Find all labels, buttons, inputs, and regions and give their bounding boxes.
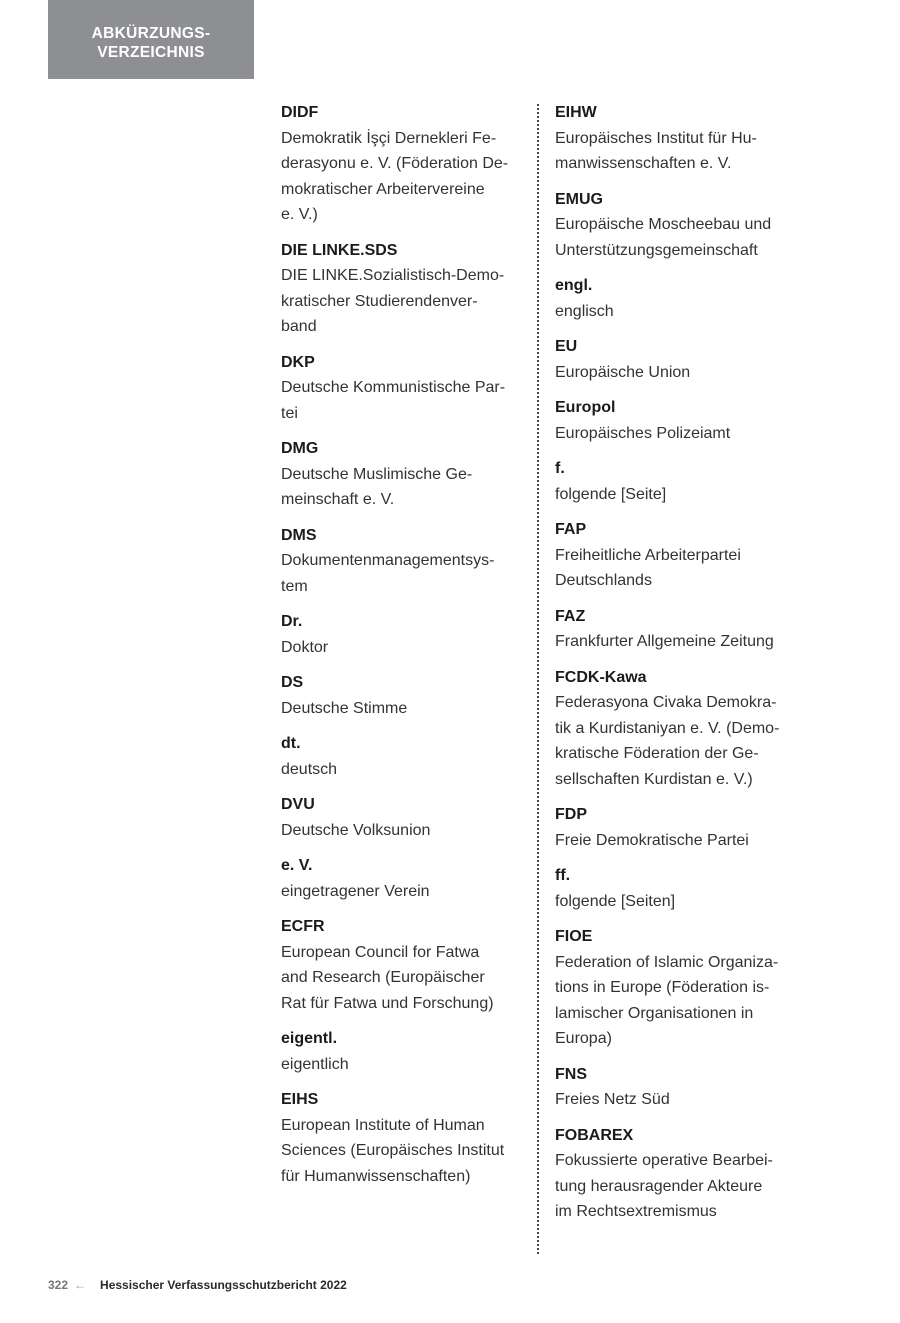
definition: European Institute of Human Sciences (Europäisches Institut für Humanwissenschaften) [281, 1116, 505, 1185]
glossary-entry [555, 924, 805, 1052]
section-tab [48, 0, 254, 79]
definition: DIE LINKE.Sozialistisch-Demo- kratischer Studierendenver- band [281, 267, 505, 335]
glossary-entry [555, 187, 805, 264]
publication-title: Hessischer Verfassungsschutzbericht 2022 [100, 1278, 347, 1292]
abbreviation: DIE LINKE.SDS [281, 241, 398, 259]
glossary-entry [281, 731, 526, 782]
page-footer [48, 1278, 347, 1292]
glossary-entry [555, 802, 805, 853]
right-column [555, 100, 805, 1235]
definition: Freies Netz Süd [555, 1091, 670, 1108]
abbreviation: engl. [555, 277, 593, 294]
abbreviation: FDP [555, 806, 587, 823]
glossary-entry [281, 350, 526, 427]
back-arrow-icon[interactable]: ← [74, 1278, 87, 1292]
glossary-entry [281, 436, 526, 513]
abbreviation: EU [555, 338, 578, 355]
glossary-entry [555, 334, 805, 385]
glossary-entry [555, 273, 805, 324]
abbreviation: DVU [281, 796, 315, 813]
abbreviation: eigentl. [281, 1030, 338, 1047]
definition: Deutsche Kommunistische Par- tei [281, 379, 506, 422]
definition: Demokratik İşçi Dernekleri Fe- derasyonu e. V. (Föderation De- mokratischer Arbeitervereine e. V.) [281, 129, 509, 223]
abbreviation: ECFR [281, 918, 325, 935]
section-tab-label: ABKÜRZUNGS- VERZEICHNIS [91, 24, 211, 61]
abbreviation: DKP [281, 353, 315, 371]
abbreviation: FAP [555, 521, 587, 538]
glossary-entry [281, 609, 526, 660]
glossary-entry [555, 100, 805, 177]
abbreviation: Europol [555, 399, 616, 416]
abbreviation: DIDF [281, 104, 319, 121]
definition: Deutsche Volksunion [281, 821, 431, 839]
definition: Europäische Union [555, 363, 691, 381]
abbreviation: FIOE [555, 928, 593, 945]
definition: folgende [Seite] [555, 485, 667, 503]
glossary-entry [555, 604, 805, 655]
definition: Doktor [281, 638, 329, 656]
definition: Dokumentenmanagementsys- tem [281, 552, 495, 595]
definition: Deutsche Stimme [281, 699, 408, 717]
definition: Europäisches Polizeiamt [555, 424, 731, 442]
glossary-entry [281, 100, 526, 228]
definition: Freie Demokratische Partei [555, 831, 749, 849]
abbreviation: EIHW [555, 104, 597, 121]
page-number: 322 [48, 1278, 69, 1292]
glossary-entry [281, 792, 526, 843]
abbreviation: DMS [281, 526, 317, 544]
column-divider [537, 104, 539, 1254]
definition: Fokussierte operative Bearbei- tung herausragender Akteure im Rechtsextremismus [555, 1152, 773, 1220]
glossary-entry [555, 456, 805, 507]
abbreviation: FCDK-Kawa [555, 668, 647, 686]
definition: folgende [Seiten] [555, 892, 676, 910]
definition: Frankfurter Allgemeine Zeitung [555, 633, 774, 650]
glossary-entry [555, 863, 805, 914]
definition: Deutsche Muslimische Ge- meinschaft e. V. [281, 465, 473, 508]
abbreviation: ff. [555, 867, 571, 884]
abbreviation: FAZ [555, 607, 586, 625]
abbreviation: DMG [281, 440, 319, 457]
definition: eigentlich [281, 1055, 349, 1073]
definition: Europäische Moscheebau und Unterstützungsgemeinschaft [555, 216, 772, 259]
abbreviation: EIHS [281, 1091, 319, 1108]
definition: eingetragener Verein [281, 882, 430, 900]
abbreviation: dt. [281, 735, 301, 752]
glossary-entry [281, 523, 526, 600]
abbreviation: e. V. [281, 857, 313, 874]
abbreviation: EMUG [555, 190, 603, 208]
definition: Federasyona Civaka Demokra- tik a Kurdistaniyan e. V. (Demo- kratische Föderation der Ge- sellschaften Kurdistan e. V.) [555, 694, 780, 788]
abbreviation: f. [555, 460, 565, 477]
glossary-entry [555, 1123, 805, 1225]
definition: Europäisches Institut für Hu- manwissenschaften e. V. [555, 129, 757, 172]
glossary-entry [555, 395, 805, 446]
glossary-entry [281, 1087, 526, 1189]
abbreviation: FNS [555, 1065, 587, 1083]
definition: Federation of Islamic Organiza- tions in Europe (Föderation is- lamischer Organisationen in Europa) [555, 953, 779, 1047]
glossary-entry [281, 238, 526, 340]
abbreviation: DS [281, 674, 304, 691]
glossary-entry [281, 914, 526, 1016]
glossary-entry [555, 1062, 805, 1113]
definition: Freiheitliche Arbeiterpartei Deutschlands [555, 546, 741, 589]
definition: deutsch [281, 760, 338, 778]
glossary-entry [555, 517, 805, 594]
glossary-entry [555, 665, 805, 793]
definition: englisch [555, 302, 614, 320]
glossary-entry [281, 670, 526, 721]
definition: European Council for Fatwa and Research (Europäischer Rat für Fatwa und Forschung) [281, 943, 494, 1012]
abbreviation: Dr. [281, 613, 303, 630]
left-column [281, 100, 526, 1199]
glossary-entry [281, 1026, 526, 1077]
glossary-entry [281, 853, 526, 904]
abbreviation: FOBAREX [555, 1126, 634, 1144]
